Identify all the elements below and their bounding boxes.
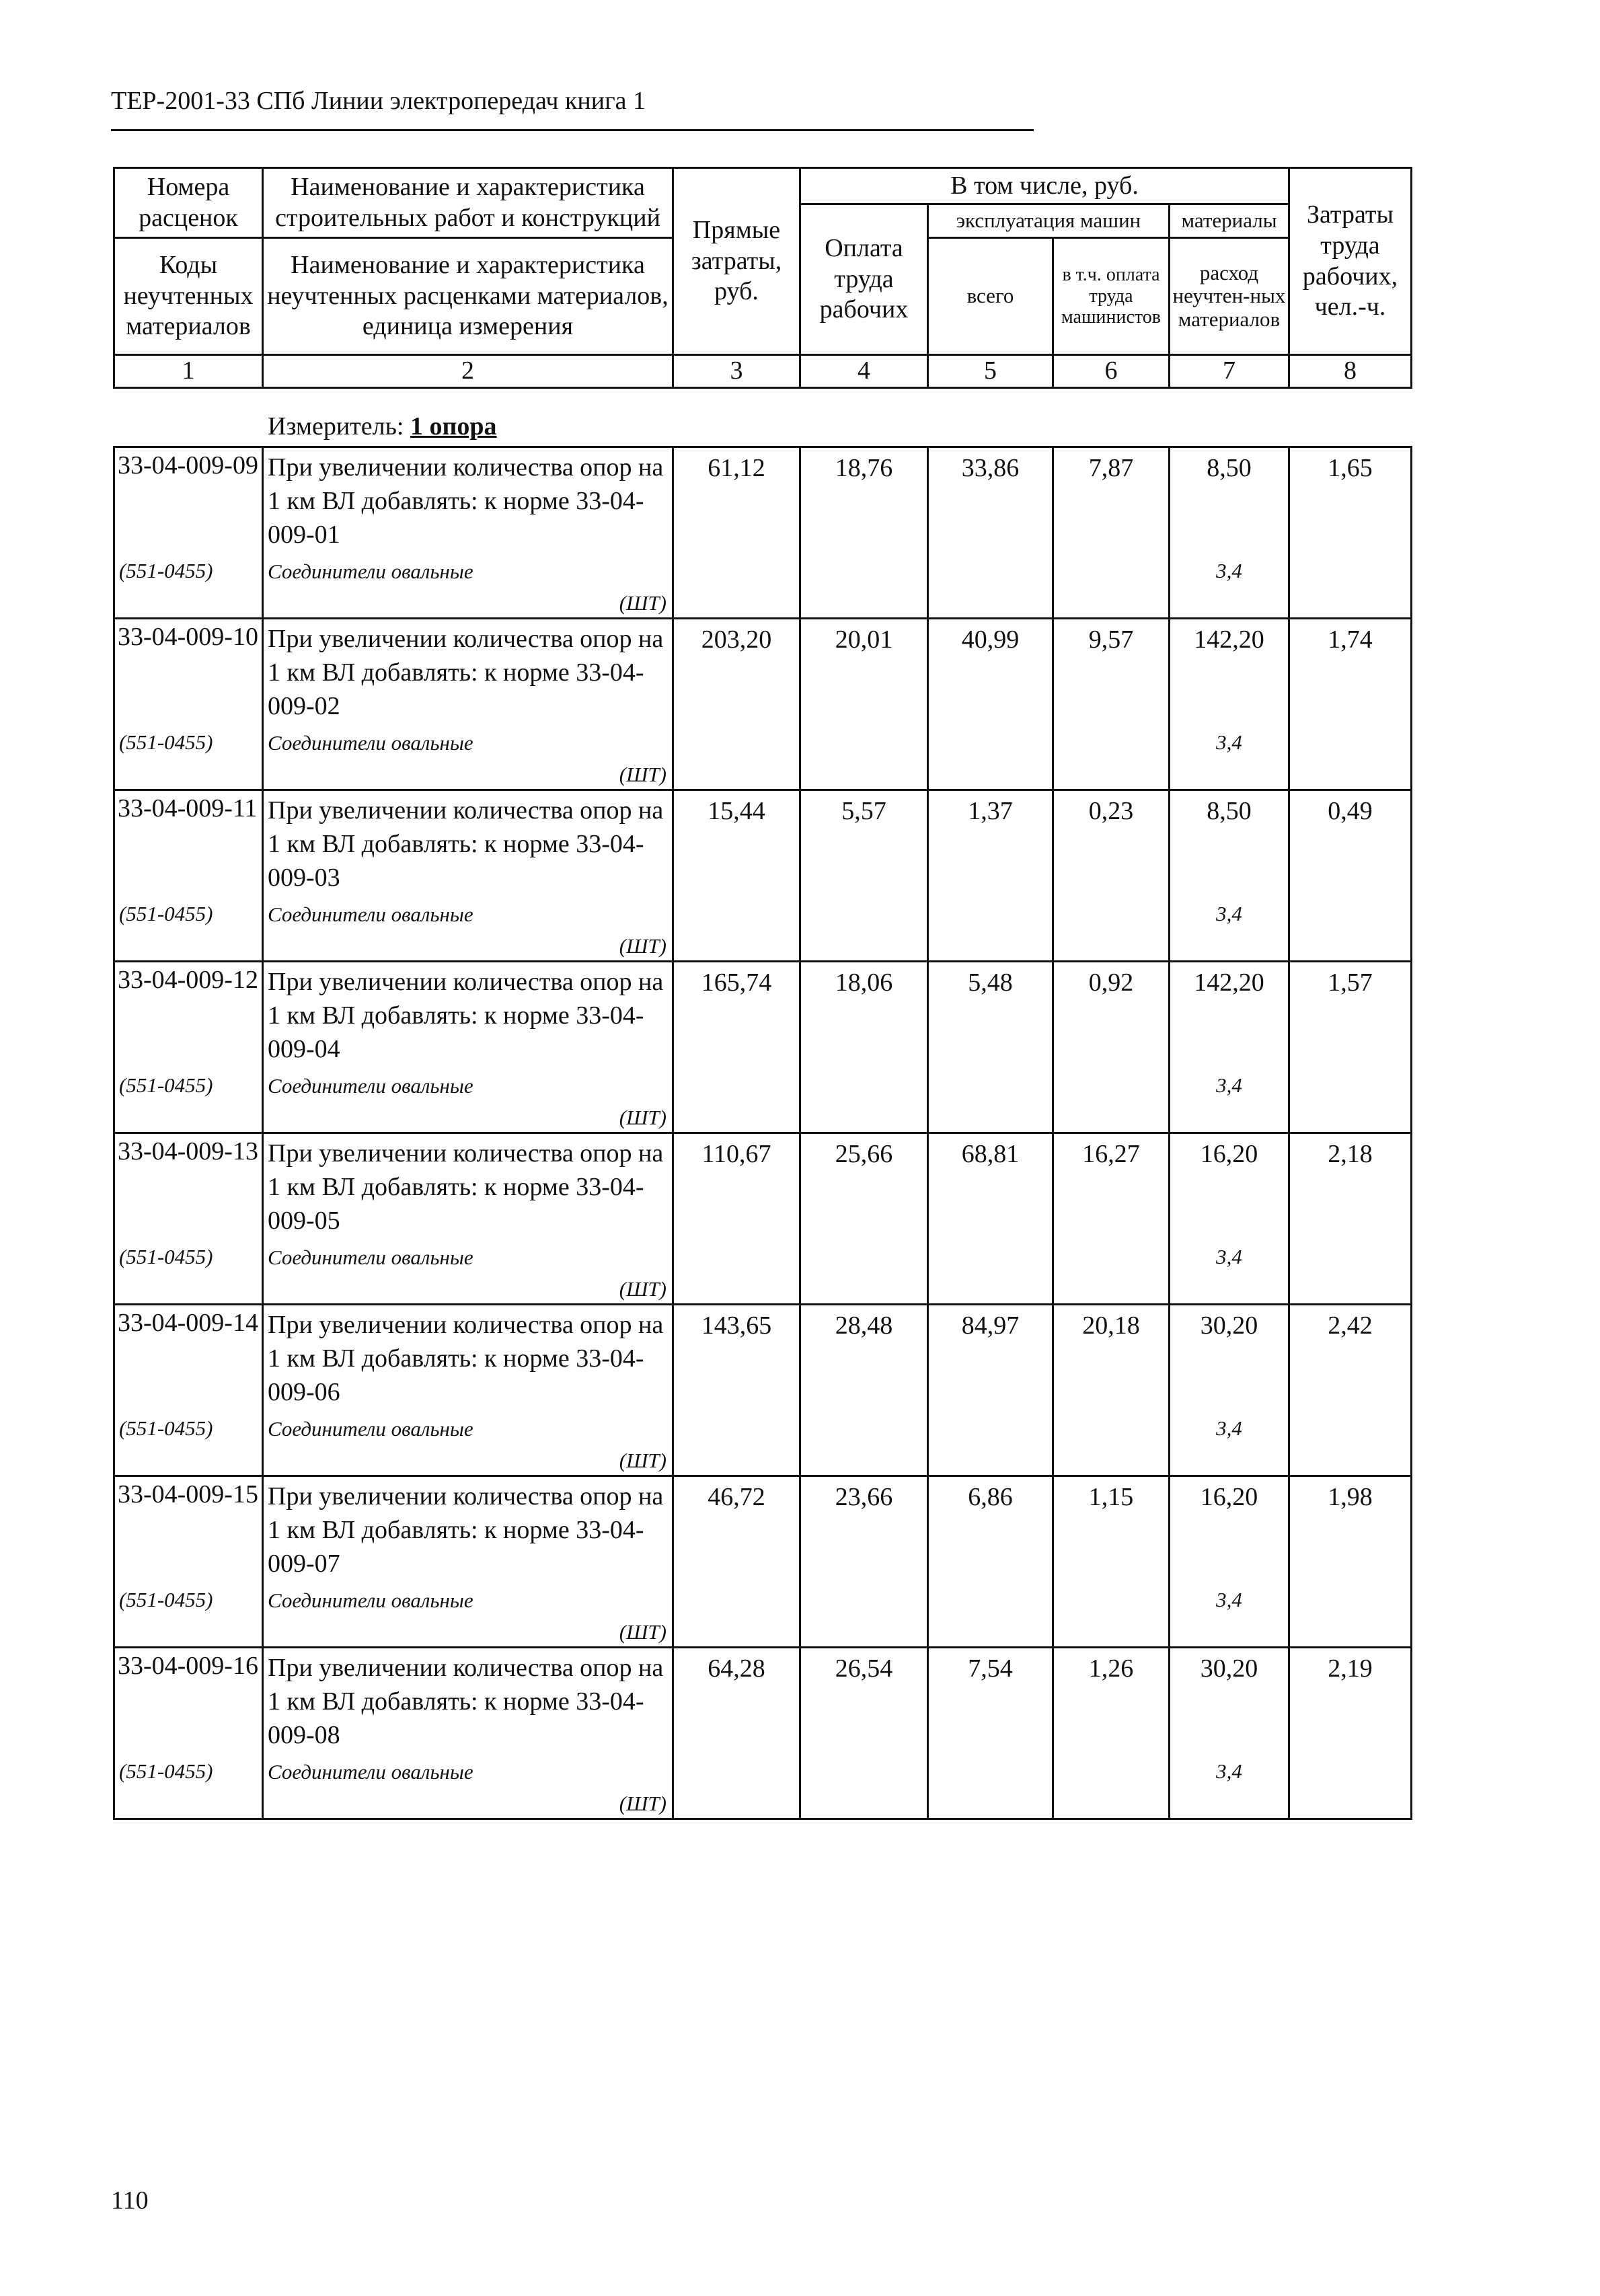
labor-pay: 26,54: [800, 1648, 928, 1819]
materials-cost: 16,20: [1200, 1140, 1258, 1168]
header-machines-group: эксплуатация машин: [928, 204, 1170, 238]
direct-cost: 46,72: [673, 1476, 800, 1648]
table-row: [114, 790, 1412, 962]
material-quantity: 3,4: [1216, 559, 1242, 582]
column-number: 3: [673, 355, 800, 388]
material-unit: (ШТ): [619, 934, 666, 958]
machinist-pay: 16,27: [1053, 1133, 1170, 1305]
materials-cell: [1170, 447, 1289, 619]
materials-cost: 8,50: [1207, 454, 1252, 482]
materials-cost: 142,20: [1194, 968, 1264, 997]
labor-hours: 2,18: [1289, 1133, 1412, 1305]
header-labor-pay: Оплата труда рабочих: [800, 204, 928, 355]
table-row: [114, 619, 1412, 790]
material-quantity: 3,4: [1216, 1416, 1242, 1440]
header-work-name: Наименование и характеристика строительных работ и конструкций: [263, 168, 673, 238]
material-quantity: 3,4: [1216, 1245, 1242, 1268]
machinist-pay: 0,92: [1053, 962, 1170, 1133]
material-code: (551-0455): [119, 1073, 213, 1097]
rate-code-cell: [114, 790, 263, 962]
rate-code: 33-04-009-14: [118, 1309, 258, 1337]
materials-cost: 30,20: [1200, 1654, 1258, 1683]
description-cell: [263, 1476, 673, 1648]
direct-cost: 165,74: [673, 962, 800, 1133]
direct-cost: 110,67: [673, 1133, 800, 1305]
rate-code-cell: [114, 1648, 263, 1819]
column-number: 5: [928, 355, 1053, 388]
labor-pay: 25,66: [800, 1133, 928, 1305]
table-row: [114, 1133, 1412, 1305]
material-unit: (ШТ): [619, 1792, 666, 1815]
direct-cost: 61,12: [673, 447, 800, 619]
column-number: 6: [1053, 355, 1170, 388]
machines-total: 68,81: [928, 1133, 1053, 1305]
rate-description: При увеличении количества опор на 1 км ВЛ добавлять: к норме 33-04-009-01: [268, 453, 664, 549]
machines-total: 33,86: [928, 447, 1053, 619]
rate-code-cell: [114, 447, 263, 619]
header-rule: [111, 129, 1034, 131]
direct-cost: 203,20: [673, 619, 800, 790]
material-name: Соединители овальные: [268, 1417, 473, 1441]
material-code: (551-0455): [119, 902, 213, 925]
material-name: Соединители овальные: [268, 903, 473, 926]
document-header: ТЕР-2001-33 СПб Линии электропередач книга 1: [111, 87, 646, 115]
header-labor-hours: Затраты труда рабочих, чел.-ч.: [1289, 168, 1412, 355]
labor-pay: 18,06: [800, 962, 928, 1133]
header-material-codes: Коды неучтенных материалов: [114, 238, 263, 355]
labor-hours: 1,65: [1289, 447, 1412, 619]
material-code: (551-0455): [119, 1759, 213, 1783]
materials-cell: [1170, 1305, 1289, 1476]
machinist-pay: 20,18: [1053, 1305, 1170, 1476]
rate-description: При увеличении количества опор на 1 км ВЛ добавлять: к норме 33-04-009-08: [268, 1654, 664, 1749]
header-rate-numbers: Номера расценок: [114, 168, 263, 238]
machinist-pay: 1,15: [1053, 1476, 1170, 1648]
rate-description: При увеличении количества опор на 1 км ВЛ добавлять: к норме 33-04-009-06: [268, 1311, 664, 1406]
rates-table: [113, 446, 1412, 1820]
material-unit: (ШТ): [619, 1449, 666, 1472]
description-cell: [263, 962, 673, 1133]
column-number: 1: [114, 355, 263, 388]
machinist-pay: 1,26: [1053, 1648, 1170, 1819]
material-code: (551-0455): [119, 1245, 213, 1268]
material-code: (551-0455): [119, 1588, 213, 1611]
materials-cell: [1170, 790, 1289, 962]
rate-description: При увеличении количества опор на 1 км ВЛ добавлять: к норме 33-04-009-04: [268, 968, 664, 1063]
header-direct-cost: Прямые затраты, руб.: [673, 168, 800, 355]
labor-pay: 23,66: [800, 1476, 928, 1648]
material-name: Соединители овальные: [268, 1074, 473, 1098]
rate-code-cell: [114, 619, 263, 790]
column-number: 7: [1170, 355, 1289, 388]
material-code: (551-0455): [119, 559, 213, 582]
material-code: (551-0455): [119, 1416, 213, 1440]
machines-total: 1,37: [928, 790, 1053, 962]
column-number: 8: [1289, 355, 1412, 388]
rate-description: При увеличении количества опор на 1 км ВЛ добавлять: к норме 33-04-009-05: [268, 1139, 664, 1235]
labor-hours: 2,19: [1289, 1648, 1412, 1819]
rate-description: При увеличении количества опор на 1 км ВЛ добавлять: к норме 33-04-009-03: [268, 796, 664, 892]
material-unit: (ШТ): [619, 1277, 666, 1301]
rate-description: При увеличении количества опор на 1 км ВЛ добавлять: к норме 33-04-009-07: [268, 1482, 664, 1578]
rate-description: При увеличении количества опор на 1 км ВЛ добавлять: к норме 33-04-009-02: [268, 625, 664, 720]
rate-code: 33-04-009-15: [118, 1480, 258, 1508]
material-unit: (ШТ): [619, 591, 666, 615]
table-row: [114, 447, 1412, 619]
material-quantity: 3,4: [1216, 902, 1242, 925]
labor-hours: 0,49: [1289, 790, 1412, 962]
rate-code: 33-04-009-10: [118, 623, 258, 651]
machines-total: 6,86: [928, 1476, 1053, 1648]
machinist-pay: 9,57: [1053, 619, 1170, 790]
material-quantity: 3,4: [1216, 730, 1242, 754]
materials-cell: [1170, 1476, 1289, 1648]
materials-cell: [1170, 619, 1289, 790]
header-machines-total: всего: [928, 238, 1053, 355]
description-cell: [263, 790, 673, 962]
description-cell: [263, 447, 673, 619]
direct-cost: 64,28: [673, 1648, 800, 1819]
description-cell: [263, 1133, 673, 1305]
material-quantity: 3,4: [1216, 1588, 1242, 1611]
column-number: 4: [800, 355, 928, 388]
direct-cost: 143,65: [673, 1305, 800, 1476]
material-unit: (ШТ): [619, 1106, 666, 1129]
materials-cell: [1170, 1133, 1289, 1305]
rate-code: 33-04-009-13: [118, 1137, 258, 1165]
table-row: [114, 1648, 1412, 1819]
material-name: Соединители овальные: [268, 1246, 473, 1269]
labor-pay: 5,57: [800, 790, 928, 962]
description-cell: [263, 619, 673, 790]
materials-cost: 16,20: [1200, 1483, 1258, 1511]
header-unaccounted-materials: расход неучтен-ных материалов: [1170, 238, 1289, 355]
description-cell: [263, 1648, 673, 1819]
labor-hours: 1,57: [1289, 962, 1412, 1133]
material-quantity: 3,4: [1216, 1073, 1242, 1097]
header-materials-group: материалы: [1170, 204, 1289, 238]
measure-label-text: Измеритель:: [268, 412, 404, 441]
materials-cell: [1170, 1648, 1289, 1819]
measure-value: 1 опора: [410, 412, 497, 441]
material-code: (551-0455): [119, 730, 213, 754]
material-unit: (ШТ): [619, 763, 666, 786]
labor-pay: 20,01: [800, 619, 928, 790]
header-material-names: Наименование и характеристика неучтенных расценками материалов, единица измерения: [263, 238, 673, 355]
table-row: [114, 1476, 1412, 1648]
header-machinist-pay: в т.ч. оплата труда машинистов: [1053, 238, 1170, 355]
page-number: 110: [111, 2186, 149, 2215]
material-quantity: 3,4: [1216, 1759, 1242, 1783]
machines-total: 5,48: [928, 962, 1053, 1133]
rate-code: 33-04-009-11: [118, 794, 258, 822]
rate-code: 33-04-009-12: [118, 966, 258, 994]
header-including-group: В том числе, руб.: [800, 168, 1289, 204]
table-row: [114, 962, 1412, 1133]
material-unit: (ШТ): [619, 1620, 666, 1644]
rate-code-cell: [114, 1133, 263, 1305]
table-header: [113, 167, 1412, 389]
machinist-pay: 0,23: [1053, 790, 1170, 962]
machinist-pay: 7,87: [1053, 447, 1170, 619]
materials-cost: 8,50: [1207, 797, 1252, 825]
rate-code-cell: [114, 962, 263, 1133]
material-name: Соединители овальные: [268, 731, 473, 755]
table-row: [114, 1305, 1412, 1476]
machines-total: 7,54: [928, 1648, 1053, 1819]
labor-pay: 18,76: [800, 447, 928, 619]
machines-total: 84,97: [928, 1305, 1053, 1476]
rate-code: 33-04-009-09: [118, 451, 258, 480]
measure-label: [268, 412, 497, 441]
material-name: Соединители овальные: [268, 1589, 473, 1612]
rate-code-cell: [114, 1476, 263, 1648]
rate-code: 33-04-009-16: [118, 1652, 258, 1680]
labor-hours: 1,74: [1289, 619, 1412, 790]
materials-cost: 142,20: [1194, 625, 1264, 654]
materials-cell: [1170, 962, 1289, 1133]
machines-total: 40,99: [928, 619, 1053, 790]
material-name: Соединители овальные: [268, 560, 473, 583]
labor-hours: 2,42: [1289, 1305, 1412, 1476]
rate-code-cell: [114, 1305, 263, 1476]
direct-cost: 15,44: [673, 790, 800, 962]
labor-pay: 28,48: [800, 1305, 928, 1476]
description-cell: [263, 1305, 673, 1476]
column-number: 2: [263, 355, 673, 388]
labor-hours: 1,98: [1289, 1476, 1412, 1648]
material-name: Соединители овальные: [268, 1760, 473, 1784]
materials-cost: 30,20: [1200, 1311, 1258, 1340]
